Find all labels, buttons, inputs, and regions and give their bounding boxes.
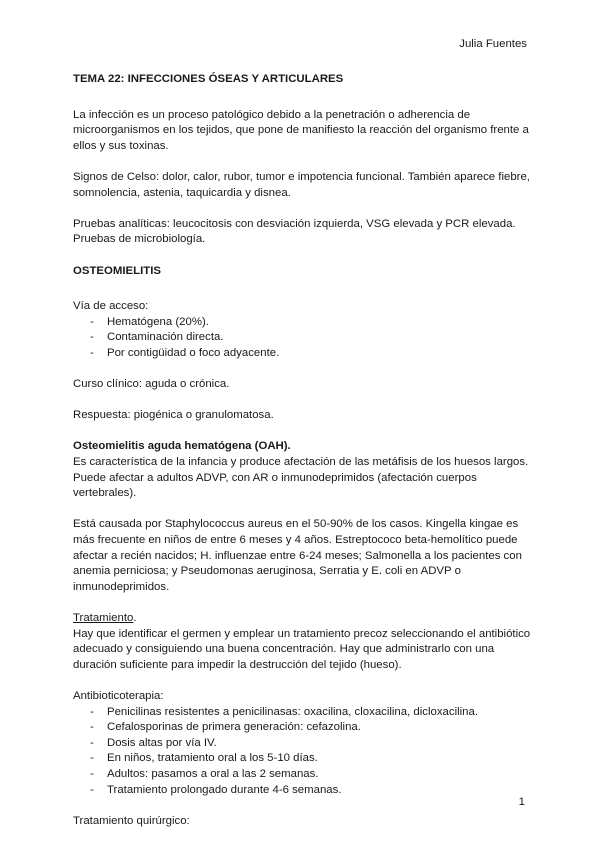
tratamiento-quirurgico-label: Tratamiento quirúrgico: [73, 814, 190, 827]
list-item: - Adultos: pasamos a oral a las 2 semanas. [73, 767, 533, 783]
document-body [73, 72, 533, 829]
list-item: - En niños, tratamiento oral a los 5-10 días. [73, 751, 533, 767]
intro-paragraph: La infección es un proceso patológico debido a la penetración o adherencia de microorganismos en los tejidos, que pone de manifiesto la reacción del organismo frente a ellos y sus toxinas. [73, 108, 529, 152]
pruebas-line-1: Pruebas analíticas: leucocitosis con desviación izquierda, VSG elevada y PCR elevada. [73, 217, 516, 230]
subheading-tratamiento: Tratamiento [73, 612, 134, 624]
tratamiento-paragraph: Hay que identificar el germen y emplear un tratamiento precoz seleccionando el antibiótico adecuado y consiguiendo una buena concentración. Hay que administrarlo con una duración suficiente para impedir la destrucción del tejido (hueso). [73, 627, 531, 671]
list-item: - Hematógena (20%). [73, 315, 533, 331]
curso-clinico: Curso clínico: aguda o crónica. [73, 378, 230, 391]
subheading-oah: Osteomielitis aguda hematógena (OAH). [73, 440, 291, 453]
tratamiento-heading-line [73, 611, 533, 627]
antibioticoterapia-list [73, 705, 533, 799]
celso-paragraph: Signos de Celso: dolor, calor, rubor, tumor e impotencia funcional. También aparece fiebre, somnolencia, astenia, taquicardia y disnea. [73, 170, 530, 199]
list-item: - Dosis altas por vía IV. [73, 736, 533, 752]
via-acceso-list [73, 315, 533, 362]
author-name: Julia Fuentes [459, 38, 527, 50]
tratamiento-period: . [133, 612, 137, 624]
document-title: TEMA 22: INFECCIONES ÓSEAS Y ARTICULARES [73, 73, 344, 85]
list-item: - Por contigüidad o foco adyacente. [73, 346, 533, 362]
list-item: - Tratamiento prolongado durante 4-6 semanas. [73, 783, 533, 799]
page-number: 1 [518, 796, 525, 808]
pruebas-line-2: Pruebas de microbiología. [73, 233, 206, 246]
causa-paragraph: Está causada por Staphylococcus aureus en el 50-90% de los casos. Kingella kingae es más frecuente en niños de entre 6 meses y 4 años. Estreptococo beta-hemolítico puede afectar a recién nacidos; H. influenzae entre 6-24 meses; Salmonella a los pacientes con anemia perniciosa; y Pseudomonas aeruginosa, Serratia y E. coli en ADVP o inmunodeprimidos. [73, 518, 522, 593]
via-acceso-label: Vía de acceso: [73, 300, 149, 313]
oah-paragraph: Es característica de la infancia y produce afectación de las metáfisis de los huesos largos. Puede afectar a adultos ADVP, con AR o inmunodeprimidos (afectación cuerpos vertebrales). [73, 456, 529, 500]
list-item: - Penicilinas resistentes a penicilinasas: oxacilina, cloxacilina, dicloxacilina. [73, 705, 533, 721]
section-heading-osteomielitis: OSTEOMIELITIS [73, 264, 161, 277]
list-item: - Contaminación directa. [73, 330, 533, 346]
list-item: - Cefalosporinas de primera generación: cefazolina. [73, 720, 533, 736]
antibioticoterapia-label: Antibioticoterapia: [73, 689, 164, 702]
respuesta: Respuesta: piogénica o granulomatosa. [73, 409, 274, 422]
